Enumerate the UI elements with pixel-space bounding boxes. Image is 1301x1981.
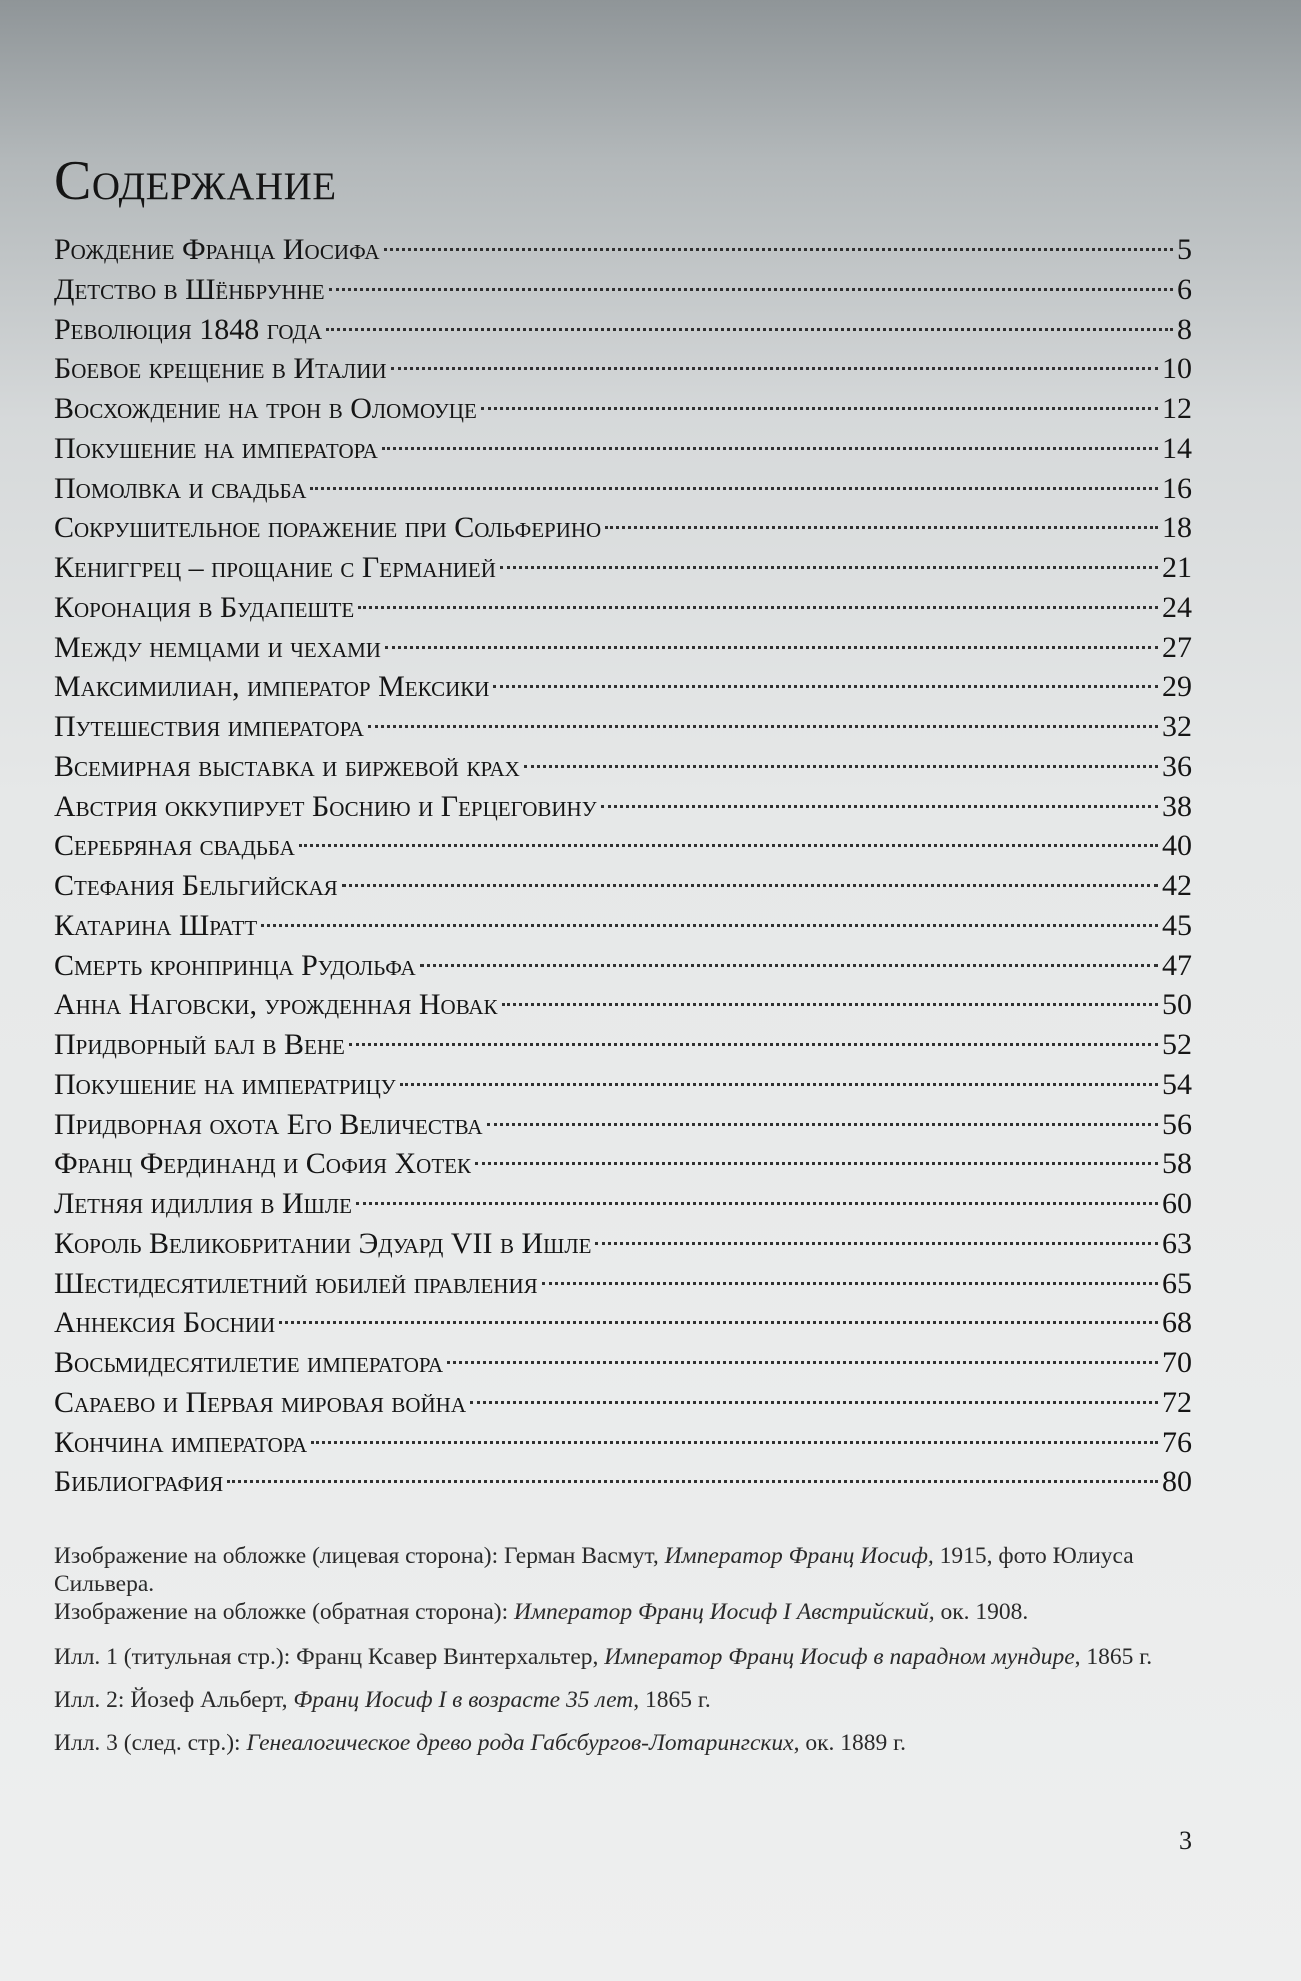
toc-entry xyxy=(54,310,1192,350)
dot-leader xyxy=(391,367,1158,370)
toc-entry xyxy=(54,667,1192,707)
credit-cover-back: Изображение на обложке (обратная сторона): Император Франц Иосиф I Австрийский, ок. 1908. xyxy=(54,1599,1029,1625)
toc-entry xyxy=(54,985,1192,1025)
toc-entry-page: 40 xyxy=(1162,829,1192,863)
toc-entry-page: 29 xyxy=(1162,670,1192,704)
toc-entry-page: 27 xyxy=(1162,630,1192,664)
toc-entry-title: Боевое крещение в Италии xyxy=(54,352,387,386)
toc-entry-title: Аннексия Боснии xyxy=(54,1306,276,1340)
toc-entry xyxy=(54,349,1192,389)
toc-entry-title: Кениггрец – прощание с Германией xyxy=(54,551,496,584)
toc-entry xyxy=(54,588,1192,628)
toc-entry-title: Король Великобритании Эдуард VII в Ишле xyxy=(54,1226,592,1260)
toc-entry-title: Помолвка и свадьба xyxy=(54,471,307,505)
toc-entry xyxy=(54,508,1192,548)
dot-leader xyxy=(500,566,1158,569)
toc-entry-title: Франц Фердинанд и София Хотек xyxy=(54,1147,471,1181)
toc-entry-title: Смерть кронпринца Рудольфа xyxy=(54,948,416,982)
toc-entry-page: 5 xyxy=(1177,233,1192,266)
toc-entry-title: Катарина Шратт xyxy=(54,908,258,942)
page-title: Содержание xyxy=(54,150,337,212)
toc-entry-title: Стефания Бельгийская xyxy=(54,869,338,902)
toc-entry-title: Австрия оккупирует Боснию и Герцеговину xyxy=(54,789,597,823)
dot-leader xyxy=(342,884,1158,887)
dot-leader xyxy=(384,248,1173,251)
toc-entry-title: Серебряная свадьба xyxy=(54,829,295,863)
dot-leader xyxy=(299,844,1158,847)
dot-leader xyxy=(475,1162,1158,1165)
toc-entry-page: 54 xyxy=(1162,1067,1192,1101)
dot-leader xyxy=(329,288,1173,291)
toc-entry-page: 16 xyxy=(1162,471,1192,505)
toc-entry xyxy=(54,1065,1192,1105)
toc-entry-title: Детство в Шёнбрунне xyxy=(54,272,325,306)
toc-entry-title: Кончина императора xyxy=(54,1425,308,1459)
toc-entry-page: 70 xyxy=(1162,1346,1192,1379)
toc-entry xyxy=(54,1224,1192,1264)
toc-entry-page: 58 xyxy=(1162,1147,1192,1181)
toc-entry xyxy=(54,866,1192,906)
credit-illustration-2: Илл. 2: Йозеф Альберт, Франц Иосиф I в возрасте 35 лет, 1865 г. xyxy=(54,1687,711,1713)
toc-entry-page: 12 xyxy=(1162,392,1192,425)
toc-entry-page: 42 xyxy=(1162,869,1192,902)
toc-entry-title: Восьмидесятилетие императора xyxy=(54,1346,444,1379)
table-of-contents xyxy=(54,230,1192,1502)
toc-entry-page: 10 xyxy=(1162,352,1192,386)
dot-leader xyxy=(382,447,1158,450)
credit-illustration-3: Илл. 3 (след. стр.): Генеалогическое древо рода Габсбургов-Лотарингских, ок. 1889 г. xyxy=(54,1730,906,1756)
dot-leader xyxy=(420,964,1158,967)
toc-entry xyxy=(54,1423,1192,1463)
toc-entry-page: 63 xyxy=(1162,1226,1192,1260)
dot-leader xyxy=(502,1003,1158,1006)
page-number: 3 xyxy=(1179,1826,1192,1855)
dot-leader xyxy=(358,606,1158,609)
toc-entry-page: 76 xyxy=(1162,1425,1192,1459)
toc-entry-title: Революция 1848 года xyxy=(54,312,323,346)
toc-entry xyxy=(54,707,1192,747)
toc-entry xyxy=(54,1343,1192,1383)
dot-leader xyxy=(349,1043,1158,1046)
toc-entry-page: 32 xyxy=(1162,710,1192,743)
toc-entry-page: 52 xyxy=(1162,1028,1192,1061)
image-credits xyxy=(54,1542,1192,1757)
toc-entry-page: 14 xyxy=(1162,431,1192,465)
dot-leader xyxy=(601,805,1158,808)
toc-entry xyxy=(54,230,1192,270)
dot-leader xyxy=(447,1361,1158,1364)
dot-leader xyxy=(524,765,1158,768)
dot-leader xyxy=(542,1282,1158,1285)
toc-entry xyxy=(54,906,1192,946)
toc-entry-page: 24 xyxy=(1162,590,1192,624)
toc-entry-title: Между немцами и чехами xyxy=(54,630,381,664)
dot-leader xyxy=(470,1401,1158,1404)
toc-entry-page: 65 xyxy=(1162,1266,1192,1300)
toc-entry xyxy=(54,628,1192,668)
toc-entry-title: Библиография xyxy=(54,1465,224,1499)
toc-entry-page: 60 xyxy=(1162,1187,1192,1220)
credit-cover-front: Изображение на обложке (лицевая сторона): Герман Васмут, Император Франц Иосиф, 1915, фото Юлиуса Сильвера. xyxy=(54,1543,1134,1597)
dot-leader xyxy=(385,646,1158,649)
toc-entry-page: 21 xyxy=(1162,551,1192,584)
toc-entry xyxy=(54,1264,1192,1304)
toc-entry-title: Летняя идиллия в Ишле xyxy=(54,1187,352,1220)
toc-entry-title: Всемирная выставка и биржевой крах xyxy=(54,749,520,783)
toc-entry xyxy=(54,1025,1192,1065)
dot-leader xyxy=(481,407,1158,410)
dot-leader xyxy=(261,924,1158,927)
toc-entry-title: Покушение на императрицу xyxy=(54,1067,396,1101)
toc-entry xyxy=(54,1105,1192,1145)
toc-entry-title: Максимилиан, император Мексики xyxy=(54,670,490,704)
toc-entry xyxy=(54,389,1192,429)
toc-entry xyxy=(54,826,1192,866)
toc-entry xyxy=(54,946,1192,986)
toc-entry-page: 50 xyxy=(1162,988,1192,1022)
credit-illustration-1: Илл. 1 (титульная стр.): Франц Ксавер Винтерхальтер, Император Франц Иосиф в парадном мундире, 1865 г. xyxy=(54,1644,1153,1670)
dot-leader xyxy=(595,1242,1158,1245)
toc-entry xyxy=(54,1383,1192,1423)
dot-leader xyxy=(310,487,1158,490)
toc-entry-title: Путешествия императора xyxy=(54,710,364,743)
dot-leader xyxy=(279,1321,1158,1324)
book-page xyxy=(54,0,1192,1981)
toc-entry-title: Придворный бал в Вене xyxy=(54,1028,345,1061)
toc-entry-title: Сокрушительное поражение при Сольферино xyxy=(54,511,602,545)
dot-leader xyxy=(356,1202,1158,1205)
toc-entry xyxy=(54,548,1192,588)
toc-entry-title: Рождение Франца Иосифа xyxy=(54,233,380,266)
toc-entry xyxy=(54,469,1192,509)
toc-entry xyxy=(54,1144,1192,1184)
toc-entry-page: 18 xyxy=(1162,511,1192,545)
toc-entry-page: 80 xyxy=(1162,1465,1192,1499)
toc-entry xyxy=(54,270,1192,310)
toc-entry-title: Анна Наговски, урожденная Новак xyxy=(54,988,498,1022)
toc-entry-page: 68 xyxy=(1162,1306,1192,1340)
toc-entry xyxy=(54,747,1192,787)
toc-entry-page: 8 xyxy=(1177,312,1192,346)
toc-entry-page: 38 xyxy=(1162,789,1192,823)
dot-leader xyxy=(326,328,1173,331)
toc-entry-title: Шестидесятилетний юбилей правления xyxy=(54,1266,538,1300)
toc-entry-page: 56 xyxy=(1162,1107,1192,1141)
toc-entry-page: 72 xyxy=(1162,1385,1192,1419)
toc-entry-title: Коронация в Будапеште xyxy=(54,590,355,624)
toc-entry-page: 36 xyxy=(1162,749,1192,783)
dot-leader xyxy=(400,1083,1158,1086)
dot-leader xyxy=(493,685,1158,688)
dot-leader xyxy=(487,1123,1159,1126)
toc-entry-title: Покушение на императора xyxy=(54,431,378,465)
toc-entry xyxy=(54,787,1192,827)
toc-entry-page: 45 xyxy=(1162,908,1192,942)
toc-entry xyxy=(54,1303,1192,1343)
dot-leader xyxy=(311,1441,1158,1444)
toc-entry-title: Сараево и Первая мировая война xyxy=(54,1385,466,1419)
toc-entry-title: Придворная охота Его Величества xyxy=(54,1107,483,1141)
toc-entry xyxy=(54,1184,1192,1224)
dot-leader xyxy=(368,725,1158,728)
toc-entry xyxy=(54,429,1192,469)
dot-leader xyxy=(227,1480,1158,1483)
toc-entry-page: 6 xyxy=(1177,272,1192,306)
dot-leader xyxy=(605,526,1158,529)
toc-entry-title: Восхождение на трон в Оломоуце xyxy=(54,392,477,425)
toc-entry xyxy=(54,1462,1192,1502)
toc-entry-page: 47 xyxy=(1162,948,1192,982)
